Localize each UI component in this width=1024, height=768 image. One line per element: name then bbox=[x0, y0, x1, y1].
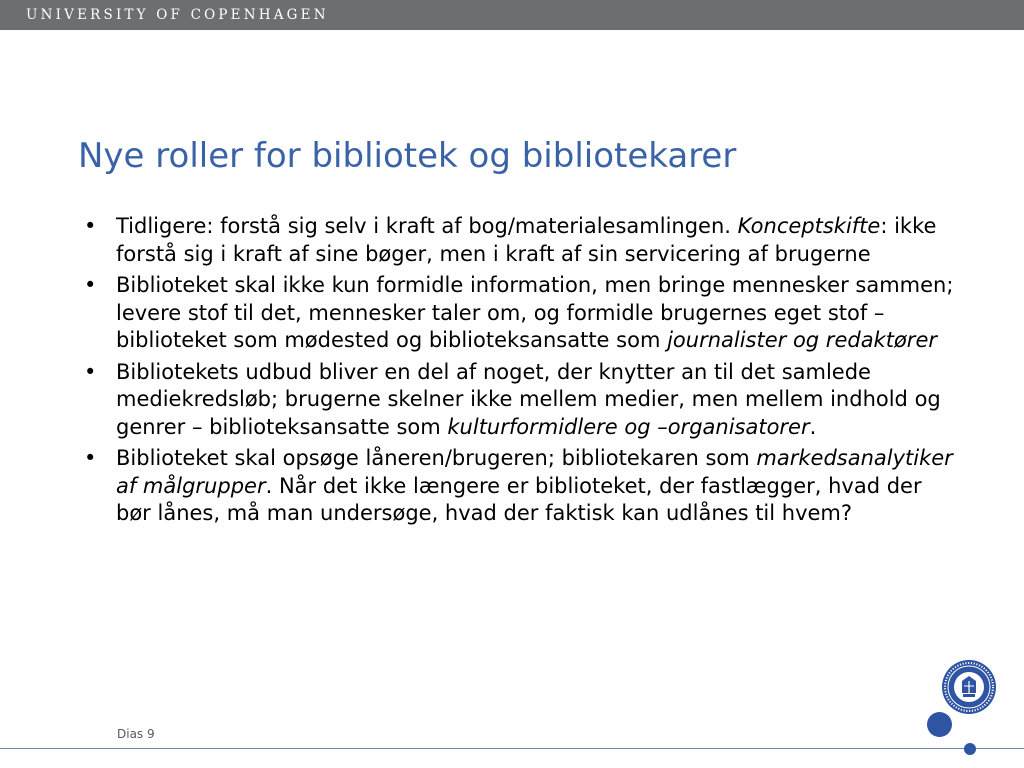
bullet-text: Biblioteket skal ikke kun formidle information, men bringe mennesker sammen; levere stof til det, mennesker taler om, og formidle brugernes eget stof – biblioteket som mødested og biblioteksansatte som bbox=[116, 273, 954, 352]
decorative-dot-icon bbox=[964, 743, 976, 755]
university-seal-icon bbox=[941, 659, 997, 715]
slide-title: Nye roller for bibliotek og bibliotekarer bbox=[78, 136, 737, 176]
bullet-text: . bbox=[809, 414, 817, 439]
bullet-list bbox=[78, 213, 958, 532]
bullet-item bbox=[78, 213, 958, 268]
bullet-item bbox=[78, 445, 958, 528]
bullet-text: Tidligere: forstå sig selv i kraft af bog/materialesamlingen. bbox=[116, 214, 738, 238]
bullet-emphasis: markedsanalytiker af målgrupper bbox=[116, 446, 953, 498]
bullet-text: . Når det ikke længere er biblioteket, der fastlægger, hvad der bør lånes, må man undersøge, hvad der faktisk kan udlånes til hvem? bbox=[116, 473, 922, 525]
university-name: UNIVERSITY OF COPENHAGEN bbox=[26, 7, 329, 23]
bullet-emphasis: Konceptskifte bbox=[737, 214, 881, 238]
bullet-text: Bibliotekets udbud bliver en del af noget, der knytter an til det samlede mediekredsløb; brugerne skelner ikke mellem medier, men mellem indhold og genrer – biblioteksansatte som bbox=[116, 359, 941, 439]
bullet-text: Biblioteket skal opsøge låneren/brugeren; bibliotekaren som bbox=[116, 446, 757, 470]
slide-number: Dias 9 bbox=[117, 727, 155, 741]
bullet-item bbox=[78, 359, 958, 442]
decorative-dot-icon bbox=[927, 712, 952, 737]
top-banner bbox=[0, 0, 1024, 30]
bullet-emphasis: journalister og redaktører bbox=[667, 328, 937, 352]
footer-divider bbox=[0, 748, 1024, 749]
bullet-emphasis: kulturformidlere og –organisatorer bbox=[447, 414, 810, 439]
bullet-text: : ikke forstå sig i kraft af sine bøger, men i kraft af sin servicering af brugerne bbox=[116, 214, 937, 266]
bullet-item bbox=[78, 272, 958, 355]
bullet-marker: • bbox=[84, 214, 97, 238]
bullet-marker: • bbox=[84, 273, 97, 297]
bullet-marker: • bbox=[84, 446, 97, 470]
bullet-marker: • bbox=[84, 359, 97, 384]
